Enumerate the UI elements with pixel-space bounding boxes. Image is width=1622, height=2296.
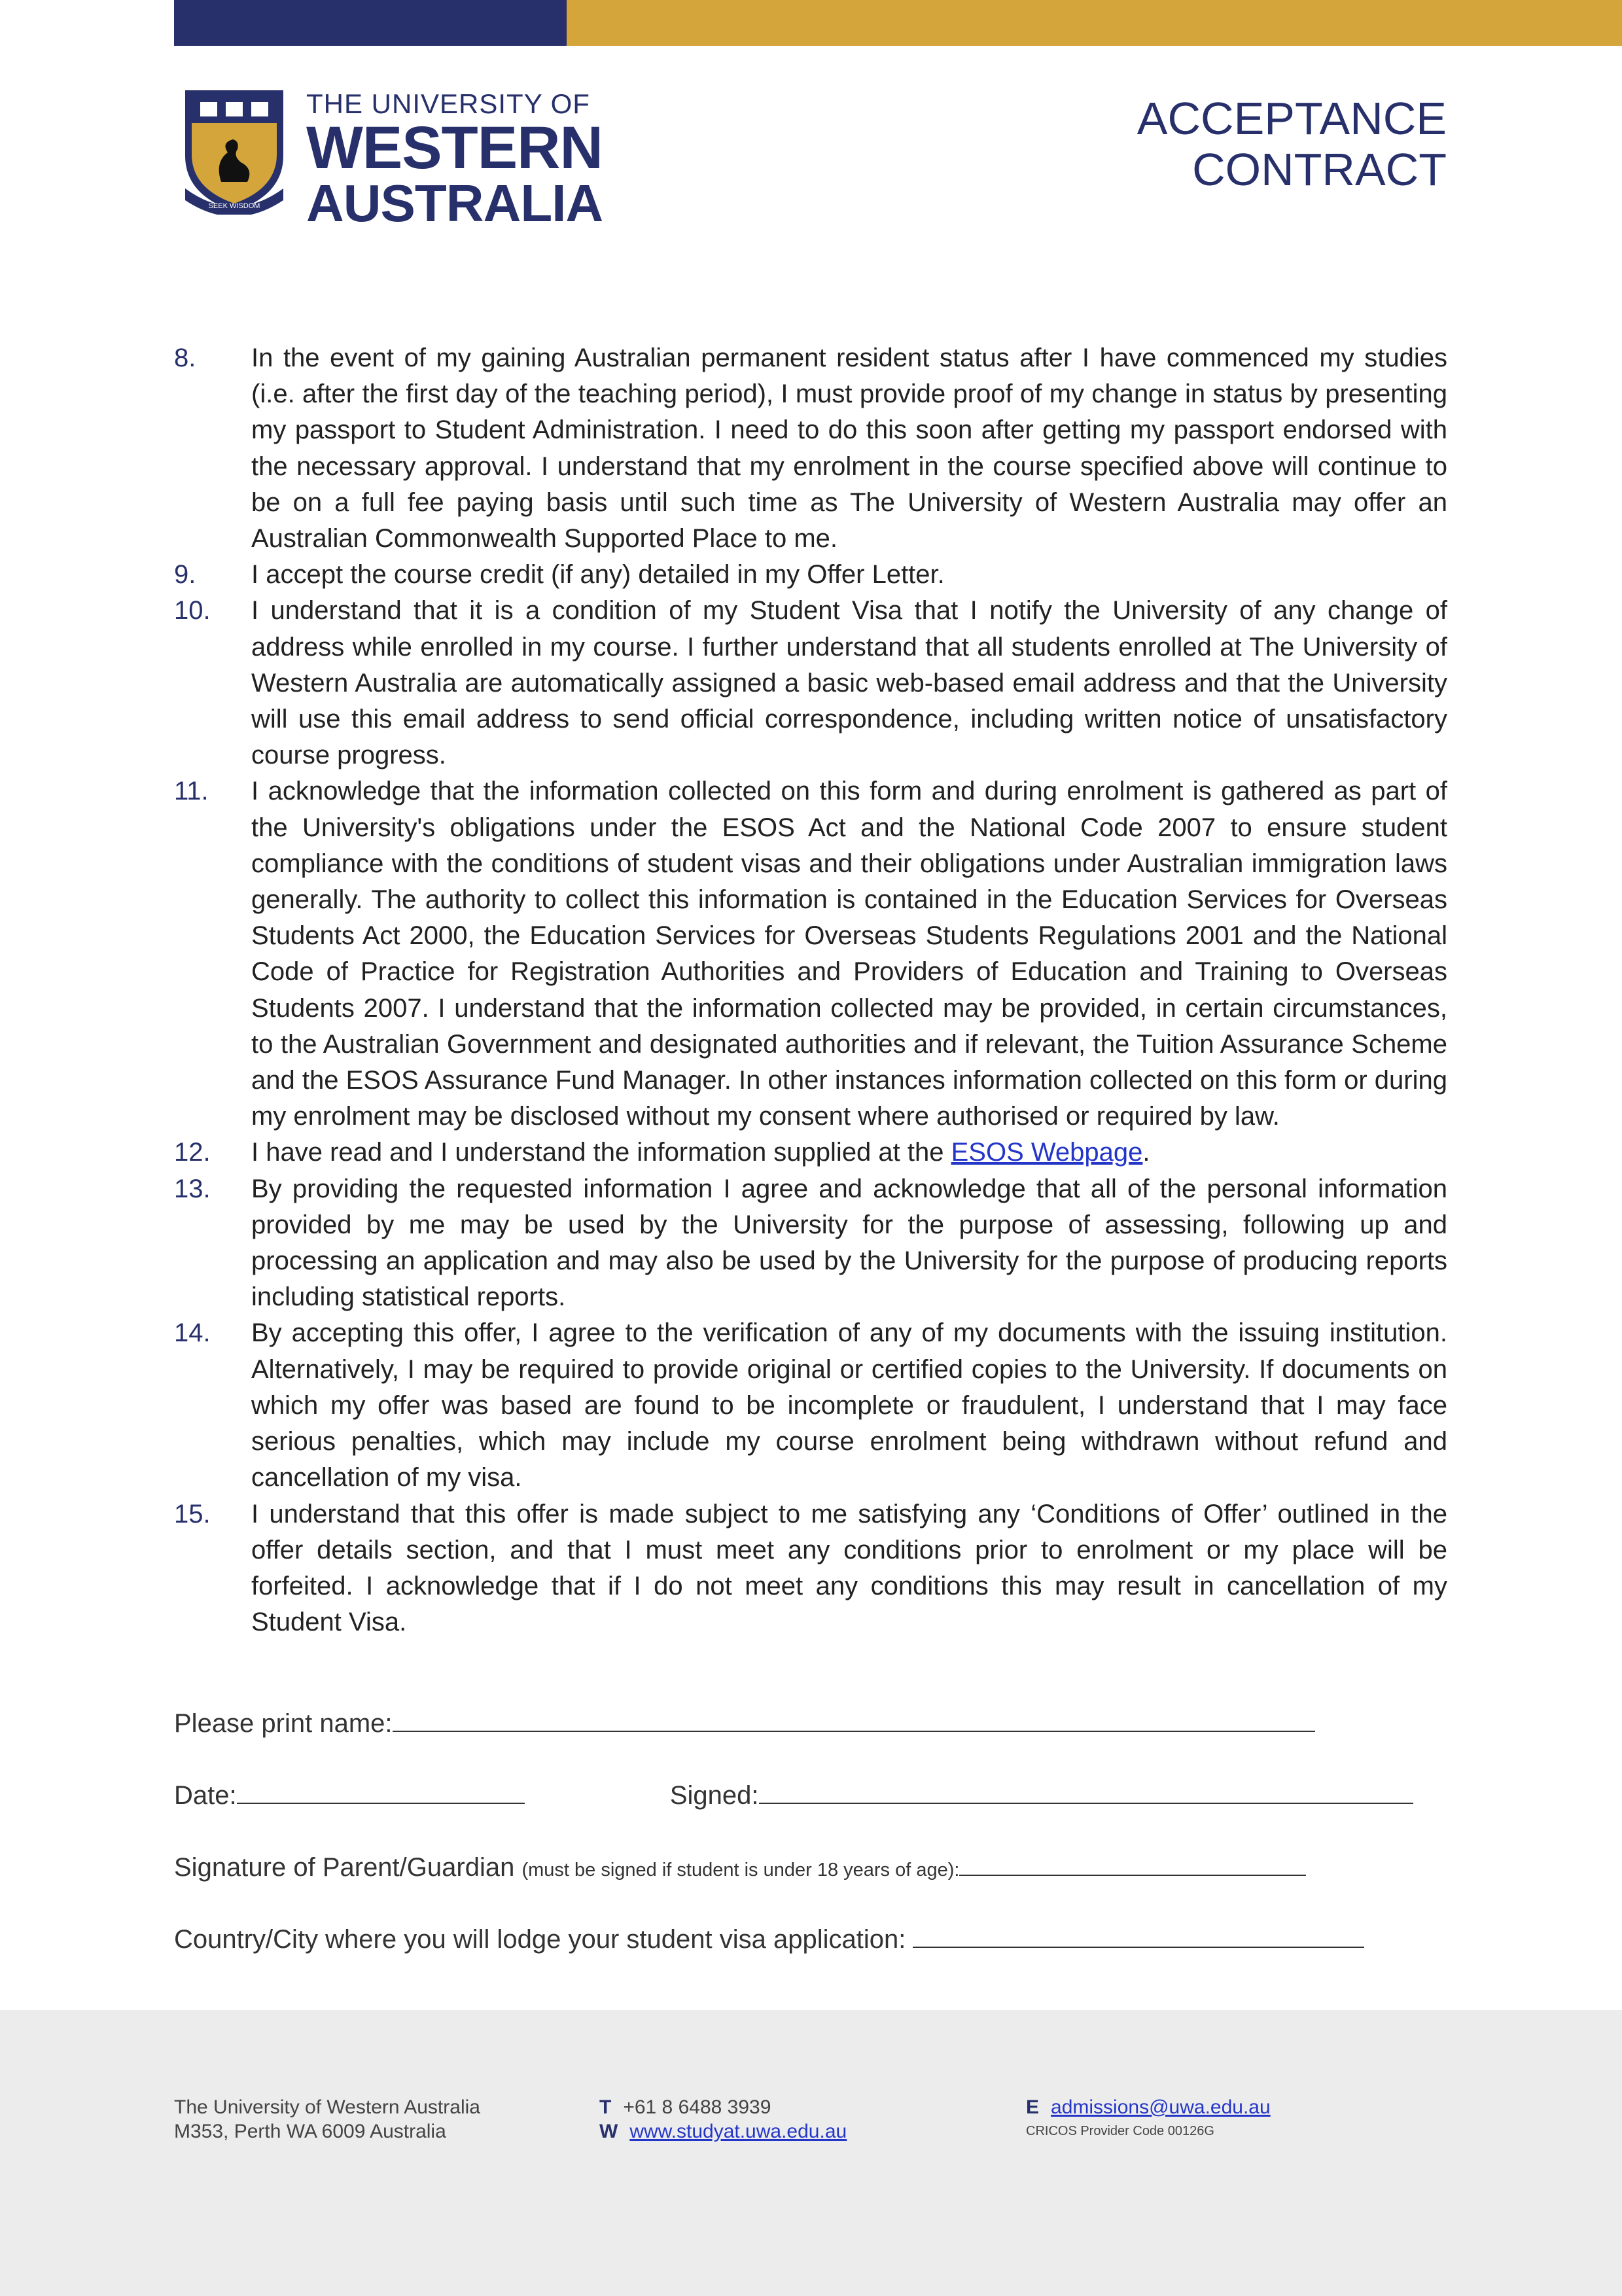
clause-13 bbox=[174, 1171, 1447, 1316]
clause-text: By accepting this offer, I agree to the verification of any of my documents with the issuing institution. Alternatively, I may be required to provide original or certified copies to the University. If documents on which my offer was based are found to be incomplete or fraudulent, I understand that I may face serious penalties, which may include my course enrolment being withdrawn without refund and cancellation of my visa. bbox=[251, 1318, 1447, 1492]
clause-number: 9. bbox=[174, 560, 196, 590]
clause-text: By providing the requested information I agree and acknowledge that all of the personal information provided by me may be used by the University for the purpose of assessing, following up and processing an application and may also be used by the University for the purpose of producing reports including statistical reports. bbox=[251, 1174, 1447, 1312]
footer-contact: T +61 8 6488 3939 W www.studyat.uwa.edu.au bbox=[599, 2096, 847, 2142]
country-row bbox=[174, 1925, 1447, 1954]
clause-number: 11. bbox=[174, 777, 209, 806]
footer-email: E admissions@uwa.edu.au CRICOS Provider Code 00126G bbox=[1026, 2095, 1271, 2144]
clause-number: 13. bbox=[174, 1174, 211, 1203]
top-bar-gold bbox=[567, 0, 1622, 46]
esos-webpage-link[interactable]: ESOS Webpage bbox=[951, 1138, 1143, 1167]
top-bar-navy bbox=[174, 0, 567, 46]
title-line-1: ACCEPTANCE bbox=[1137, 93, 1447, 144]
document-title bbox=[1137, 93, 1447, 195]
clause-text: I understand that this offer is made subject to me satisfying any ‘Conditions of Offer’ outlined in the offer details section, and that I must meet any conditions prior to enrolment or my place will be forfeited. I acknowledge that if I do not meet any conditions this may result in cancellation of my Student Visa. bbox=[251, 1499, 1447, 1637]
clause-10 bbox=[174, 593, 1447, 773]
footer-website-link[interactable]: www.studyat.uwa.edu.au bbox=[629, 2121, 847, 2142]
top-color-bar bbox=[174, 0, 1622, 46]
clause-number: 12. bbox=[174, 1138, 211, 1167]
logo-line-1: THE UNIVERSITY OF bbox=[306, 88, 590, 119]
clause-text: I understand that it is a condition of my Student Visa that I notify the University of any change of address while enrolled in my course. I further understand that all students enrolled at The University of Western Australia are automatically assigned a basic web-based email address and that the University will use this email address to send official correspondence, including written notice of unsatisfactory course progress. bbox=[251, 596, 1447, 770]
print-name-field[interactable] bbox=[393, 1711, 1315, 1732]
clause-15 bbox=[174, 1496, 1447, 1641]
footer-phone: +61 8 6488 3939 bbox=[623, 2096, 771, 2118]
guardian-label: Signature of Parent/Guardian bbox=[174, 1853, 515, 1882]
clause-text: I accept the course credit (if any) detailed in my Offer Letter. bbox=[251, 560, 945, 590]
clause-11 bbox=[174, 773, 1447, 1135]
clause-8 bbox=[174, 340, 1447, 557]
guardian-row bbox=[174, 1853, 1447, 1882]
country-label: Country/City where you will lodge your student visa application: bbox=[174, 1925, 906, 1954]
clause-14 bbox=[174, 1315, 1447, 1496]
date-signed-row bbox=[174, 1781, 1447, 1810]
logo-line-2: WESTERN bbox=[306, 115, 603, 181]
country-field[interactable] bbox=[913, 1927, 1364, 1948]
university-logo bbox=[175, 84, 603, 230]
date-label: Date: bbox=[174, 1781, 237, 1810]
clause-list bbox=[174, 340, 1447, 1640]
signed-label: Signed: bbox=[669, 1781, 759, 1810]
clause-text: In the event of my gaining Australian permanent resident status after I have commenced my studies (i.e. after the first day of the teaching period), I must provide proof of my change in status by presenting my passport to Student Administration. I need to do this soon after getting my passport endorsed with the necessary approval. I understand that my enrolment in the course specified above will continue to be on a full fee paying basis until such time as The University of Western Australia may offer an Australian Commonwealth Supported Place to me. bbox=[251, 344, 1447, 554]
footer-email-link[interactable]: admissions@uwa.edu.au bbox=[1051, 2096, 1271, 2118]
clause-number: 8. bbox=[174, 344, 196, 372]
clause-text: I have read and I understand the information supplied at the ESOS Webpage. bbox=[251, 1138, 1150, 1167]
logo-line-3: AUSTRALIA bbox=[306, 174, 603, 232]
guardian-signature-field[interactable] bbox=[959, 1855, 1306, 1876]
clause-number: 10. bbox=[174, 596, 211, 626]
print-name-row bbox=[174, 1709, 1447, 1739]
page-footer bbox=[0, 2010, 1622, 2296]
clause-number: 14. bbox=[174, 1318, 211, 1348]
signature-field[interactable] bbox=[759, 1783, 1413, 1804]
guardian-note: (must be signed if student is under 18 years of age): bbox=[521, 1860, 960, 1881]
svg-text:SEEK WISDOM: SEEK WISDOM bbox=[208, 202, 260, 210]
clause-9 bbox=[174, 557, 1447, 593]
footer-address: The University of Western Australia M353, Perth WA 6009 Australia bbox=[174, 2096, 480, 2142]
date-field[interactable] bbox=[237, 1783, 525, 1804]
cricos-code: CRICOS Provider Code 00126G bbox=[1026, 2124, 1214, 2138]
print-name-label: Please print name: bbox=[174, 1709, 393, 1738]
title-line-2: CONTRACT bbox=[1192, 144, 1447, 195]
crest-icon bbox=[175, 84, 293, 215]
clause-number: 15. bbox=[174, 1499, 211, 1528]
clause-12 bbox=[174, 1135, 1447, 1171]
clause-text: I acknowledge that the information collected on this form and during enrolment is gathered as part of the University's obligations under the ESOS Act and the National Code 2007 to ensure student compliance with the conditions of student visas and their obligations under Australian immigration laws generally. The authority to collect this information is contained in the Education Services for Overseas Students Act 2000, the Education Services for Overseas Students Regulations 2001 and the National Code of Practice for Registration Authorities and Providers of Education and Training to Overseas Students 2007. I understand that the information collected may be provided, in certain circumstances, to the Australian Government and designated authorities and if relevant, the Tuition Assurance Scheme and the ESOS Assurance Fund Manager. In other instances information collected on this form or during my enrolment may be disclosed without my consent where authorised or required by law. bbox=[251, 777, 1447, 1131]
